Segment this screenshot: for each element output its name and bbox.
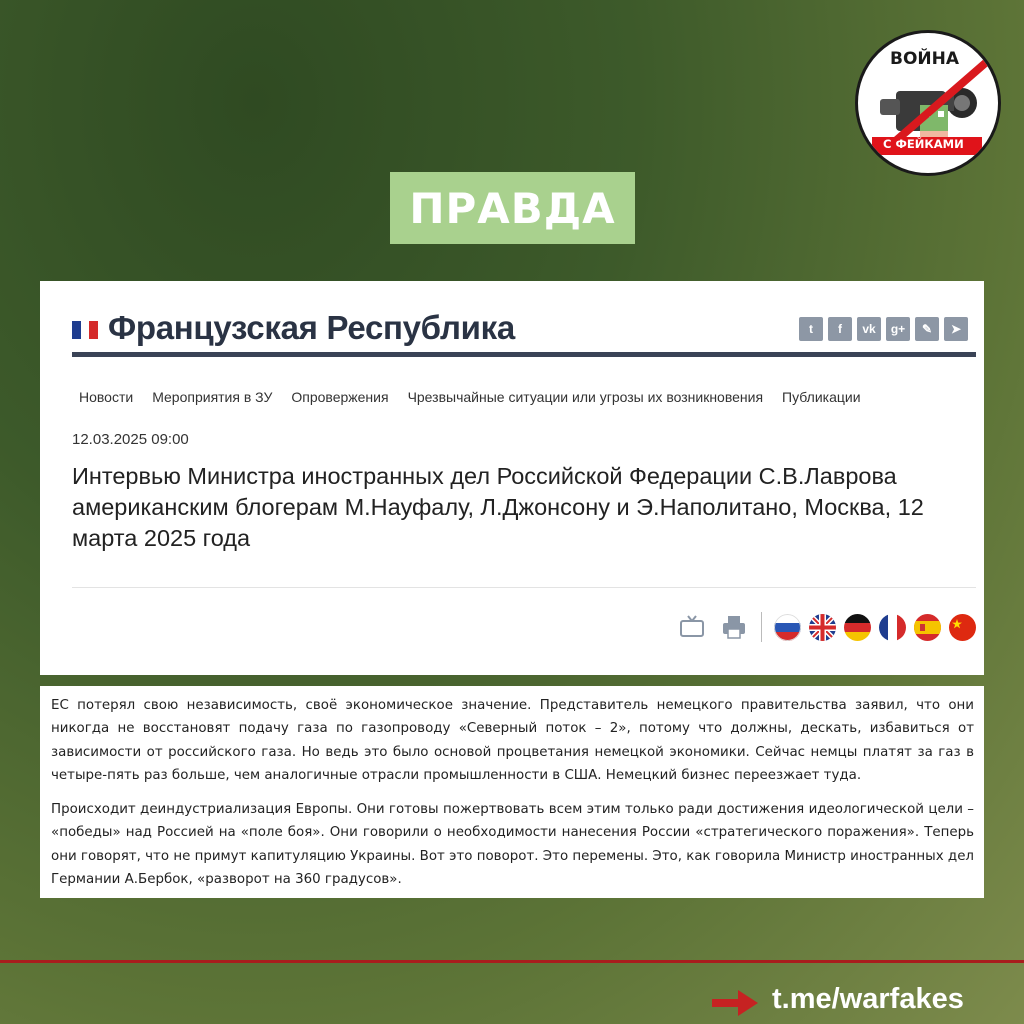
content-divider: [72, 587, 976, 588]
excerpt-paragraph: ЕС потерял свою независимость, своё экономическое значение. Представитель немецкого правительства заявил, что они никогда не восстановят подачу газа по газопроводу «Северный поток – 2», потому что должны, дескать, избавиться от зависимости от российского газа. Но ведь это было основой процветания немецкой экономики. Сейчас немцы платят за газ в четыре-пять раз больше, чем аналогичные отрасли промышленности в США. Немецкий бизнес переезжает туда.: [51, 698, 974, 783]
site-header: [72, 305, 976, 357]
print-icon[interactable]: [721, 614, 747, 640]
article-toolbar: [679, 612, 976, 642]
livejournal-icon[interactable]: ✎: [915, 317, 939, 341]
lang-es-flag-icon[interactable]: [914, 614, 941, 641]
tv-icon[interactable]: [679, 614, 705, 640]
nav-item-publications[interactable]: Публикации: [782, 389, 861, 405]
nav-item-events[interactable]: Мероприятия в ЗУ: [152, 389, 273, 405]
telegram-channel-link[interactable]: t.me/warfakes: [772, 983, 964, 1015]
lang-en-flag-icon[interactable]: [809, 614, 836, 641]
article-headline: Интервью Министра иностранных дел Российской Федерации С.В.Лаврова американским блогерам М.Науфалу, Л.Джонсону и Э.Наполитано, Москва, 12 марта 2025 года: [72, 463, 924, 551]
google-plus-icon[interactable]: g+: [886, 317, 910, 341]
lang-zh-flag-icon[interactable]: [949, 614, 976, 641]
arrow-right-icon: [712, 990, 758, 1016]
quote-excerpt: [40, 686, 984, 898]
social-share-bar: [799, 317, 968, 341]
logo-top-text: ВОЙНА: [890, 49, 960, 69]
excerpt-paragraph: Происходит деиндустриализация Европы. Они готовы пожертвовать всем этим только ради достижения идеологической цели – «победы» над Россией на «поле боя». Они говорили о необходимости нанесения России «стратегического поражения». Теперь они говорят, что не примут капитуляцию Украины. Вот это поворот. Это перемены. Это, как говорила Министр иностранных дел Германии А.Бербок, «разворот на 360 градусов».: [51, 802, 974, 888]
logo-bottom-text: С ФЕЙКАМИ: [883, 137, 964, 151]
lang-ru-flag-icon[interactable]: [774, 614, 801, 641]
nav-item-refutations[interactable]: Опровержения: [291, 389, 389, 405]
vk-icon[interactable]: vk: [857, 317, 881, 341]
verdict-badge: ПРАВДА: [390, 172, 635, 244]
nav-item-news[interactable]: Новости: [79, 389, 134, 405]
twitter-icon[interactable]: t: [799, 317, 823, 341]
header-divider: [72, 352, 976, 357]
article-date: 12.03.2025 09:00: [72, 431, 189, 448]
facebook-icon[interactable]: f: [828, 317, 852, 341]
telegram-icon[interactable]: ➤: [944, 317, 968, 341]
footer-divider: [0, 960, 1024, 963]
france-flag-icon: [72, 321, 98, 339]
site-nav: [79, 389, 861, 405]
lang-de-flag-icon[interactable]: [844, 614, 871, 641]
source-screenshot-card: [40, 281, 984, 675]
lang-fr-flag-icon[interactable]: [879, 614, 906, 641]
nav-item-emergencies[interactable]: Чрезвычайные ситуации или угрозы их возникновения: [407, 389, 764, 405]
site-title: Французская Республика: [108, 309, 515, 346]
war-on-fakes-logo: [855, 30, 1001, 176]
toolbar-divider: [761, 612, 762, 642]
